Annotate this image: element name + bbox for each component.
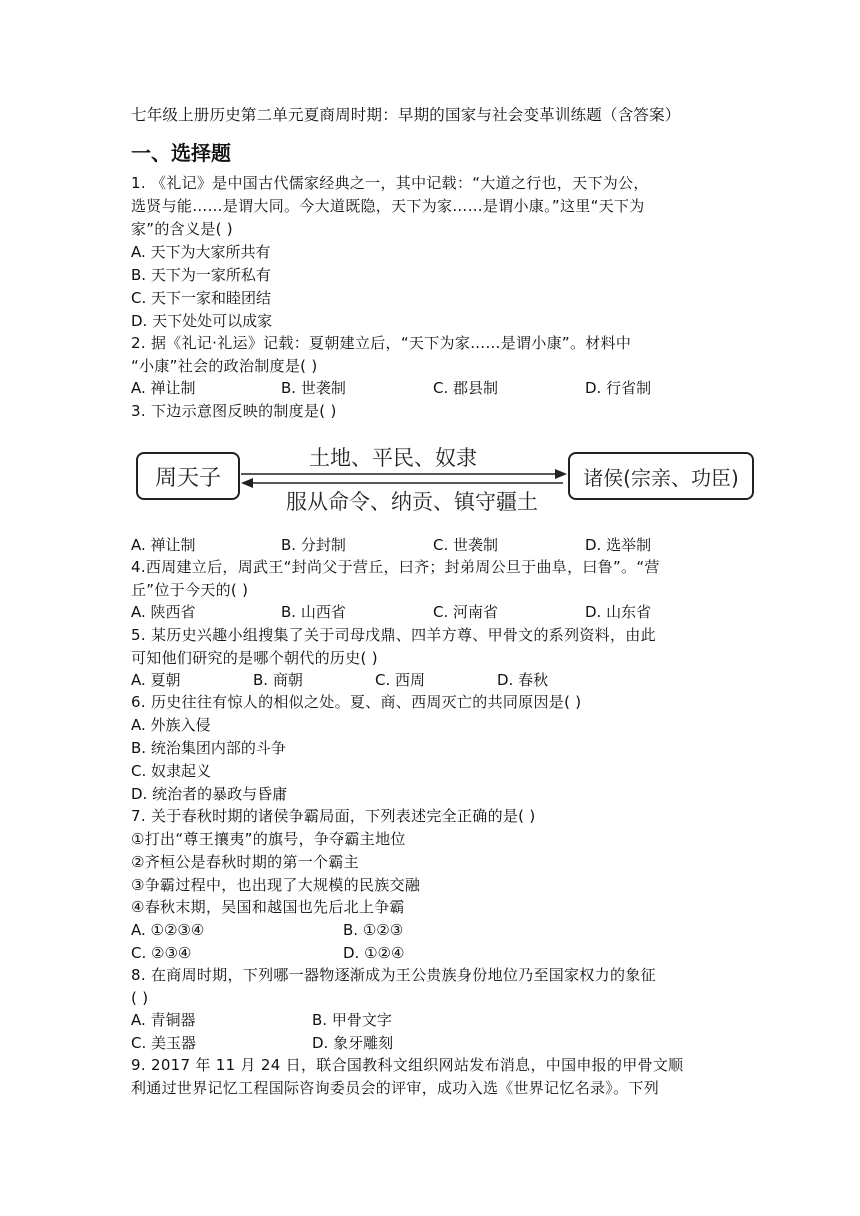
question-4-option-d: D. 山东省 xyxy=(585,603,652,621)
question-8-line-2: ( ) xyxy=(131,989,149,1007)
granted-items-label: 土地、平民、奴隶 xyxy=(309,446,477,470)
question-7-statement-2: ②齐桓公是春秋时期的第一个霸主 xyxy=(131,853,359,871)
obligations-label: 服从命令、纳贡、镇守疆土 xyxy=(286,490,538,514)
question-2-line-1: 2. 据《礼记·礼运》记载：夏朝建立后，“天下为家……是谓小康”。材料中 xyxy=(131,334,632,352)
question-3-option-a: A. 禅让制 xyxy=(131,536,196,554)
section-title: 一、选择题 xyxy=(131,141,231,165)
vassal-box: 诸侯(宗亲、功臣) xyxy=(568,452,754,500)
question-7-line-1: 7. 关于春秋时期的诸侯争霸局面，下列表述完全正确的是( ) xyxy=(131,807,536,825)
question-7-option-a: A. ①②③④ xyxy=(131,921,205,939)
question-2-option-c: C. 郡县制 xyxy=(433,379,499,397)
question-1-option-c: C. 天下一家和睦团结 xyxy=(131,289,272,307)
question-6-line-1: 6. 历史往往有惊人的相似之处。夏、商、西周灭亡的共同原因是( ) xyxy=(131,693,582,711)
question-8-line-1: 8. 在商周时期，下列哪一器物逐渐成为王公贵族身份地位乃至国家权力的象征 xyxy=(131,966,656,984)
document-title: 七年级上册历史第二单元夏商周时期：早期的国家与社会变革训练题（含答案） xyxy=(131,106,681,124)
question-1-option-a: A. 天下为大家所共有 xyxy=(131,243,271,261)
question-7-option-b: B. ①②③ xyxy=(343,921,404,939)
question-1-option-b: B. 天下为一家所私有 xyxy=(131,266,271,284)
question-4-option-a: A. 陕西省 xyxy=(131,603,196,621)
question-9-line-1: 9. 2017 年 11 月 24 日，联合国教科文组织网站发布消息，中国申报的甲骨文顺 xyxy=(131,1056,684,1074)
question-5-option-d: D. 春秋 xyxy=(497,671,549,689)
question-4-option-c: C. 河南省 xyxy=(433,603,499,621)
question-4-line-2: 丘”位于今天的( ) xyxy=(131,581,249,599)
question-3-option-c: C. 世袭制 xyxy=(433,536,499,554)
question-8-option-d: D. 象牙雕刻 xyxy=(312,1034,394,1052)
question-6-option-a: A. 外族入侵 xyxy=(131,716,211,734)
question-1-line-1: 1. 《礼记》是中国古代儒家经典之一，其中记载：“大道之行也，天下为公， xyxy=(131,174,649,192)
question-4-line-1: 4.西周建立后，周武王“封尚父于营丘，曰齐；封弟周公旦于曲阜，曰鲁”。“营 xyxy=(131,558,660,576)
question-6-option-d: D. 统治者的暴政与昏庸 xyxy=(131,785,288,803)
question-7-option-c: C. ②③④ xyxy=(131,944,192,962)
question-2-line-2: “小康”社会的政治制度是( ) xyxy=(131,357,318,375)
question-3-option-b: B. 分封制 xyxy=(281,536,346,554)
question-5-option-c: C. 西周 xyxy=(375,671,426,689)
question-8-option-a: A. 青铜器 xyxy=(131,1011,196,1029)
question-9-line-2: 利通过世界记忆工程国际咨询委员会的评审，成功入选《世界记忆名录》。下列 xyxy=(131,1079,660,1097)
question-5-option-b: B. 商朝 xyxy=(253,671,303,689)
question-7-statement-4: ④春秋末期，吴国和越国也先后北上争霸 xyxy=(131,898,405,916)
question-5-option-a: A. 夏朝 xyxy=(131,671,181,689)
question-8-option-c: C. 美玉器 xyxy=(131,1034,197,1052)
fenfeng-diagram xyxy=(131,440,756,520)
question-5-line-1: 5. 某历史兴趣小组搜集了关于司母戊鼎、四羊方尊、甲骨文的系列资料，由此 xyxy=(131,626,656,644)
question-1-option-d: D. 天下处处可以成家 xyxy=(131,312,273,330)
question-2-option-b: B. 世袭制 xyxy=(281,379,346,397)
question-6-option-c: C. 奴隶起义 xyxy=(131,762,212,780)
question-7-option-d: D. ①②④ xyxy=(343,944,405,962)
question-7-statement-3: ③争霸过程中，也出现了大规模的民族交融 xyxy=(131,876,421,894)
question-1-line-2: 选贤与能……是谓大同。今大道既隐，天下为家……是谓小康。”这里“天下为 xyxy=(131,197,645,215)
question-3-option-d: D. 选举制 xyxy=(585,536,652,554)
question-7-statement-1: ①打出“尊王攘夷”的旗号，争夺霸主地位 xyxy=(131,830,406,848)
question-3-line-1: 3. 下边示意图反映的制度是( ) xyxy=(131,402,337,420)
question-8-option-b: B. 甲骨文字 xyxy=(312,1011,392,1029)
question-4-option-b: B. 山西省 xyxy=(281,603,346,621)
question-6-option-b: B. 统治集团内部的斗争 xyxy=(131,739,286,757)
zhou-king-box: 周天子 xyxy=(136,452,240,500)
question-5-line-2: 可知他们研究的是哪个朝代的历史( ) xyxy=(131,649,378,667)
question-1-line-3: 家”的含义是( ) xyxy=(131,220,233,238)
question-2-option-d: D. 行省制 xyxy=(585,379,652,397)
question-2-option-a: A. 禅让制 xyxy=(131,379,196,397)
